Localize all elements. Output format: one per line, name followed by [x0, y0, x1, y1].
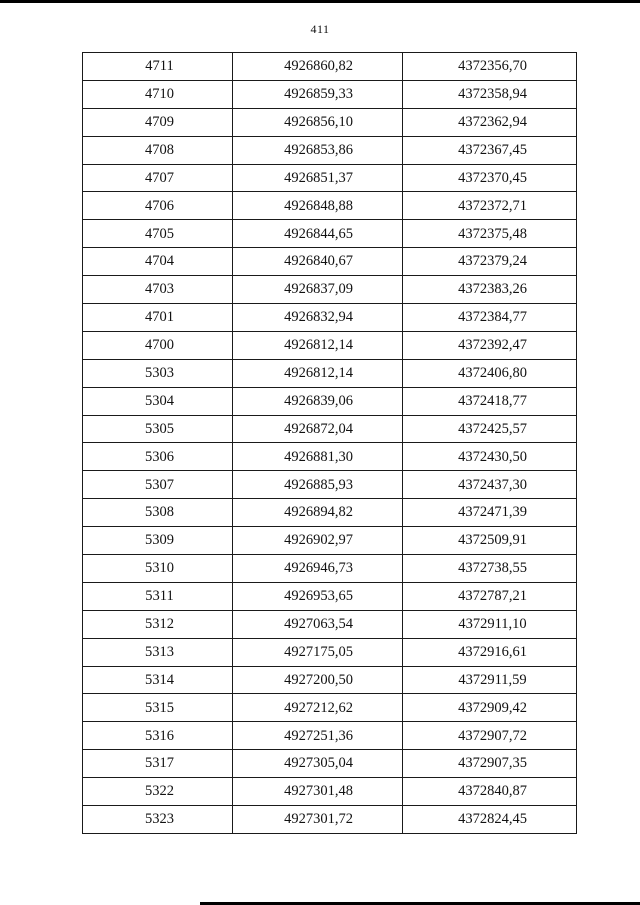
- point-number-cell: 5314: [83, 666, 233, 694]
- x-coordinate-cell: 4926848,88: [233, 192, 403, 220]
- table-row: [83, 304, 577, 332]
- point-number-cell: 4700: [83, 331, 233, 359]
- y-coordinate-cell: 4372787,21: [403, 582, 577, 610]
- x-coordinate-cell: 4926953,65: [233, 582, 403, 610]
- y-coordinate-cell: 4372430,50: [403, 443, 577, 471]
- table-row: [83, 806, 577, 834]
- page-number: 411: [310, 22, 330, 36]
- table-row: [83, 499, 577, 527]
- table-row: [83, 164, 577, 192]
- y-coordinate-cell: 4372358,94: [403, 80, 577, 108]
- x-coordinate-cell: 4926881,30: [233, 443, 403, 471]
- x-coordinate-cell: 4926812,14: [233, 359, 403, 387]
- x-coordinate-cell: 4927175,05: [233, 638, 403, 666]
- x-coordinate-cell: 4926860,82: [233, 53, 403, 81]
- point-number-cell: 5313: [83, 638, 233, 666]
- x-coordinate-cell: 4926872,04: [233, 415, 403, 443]
- point-number-cell: 5323: [83, 806, 233, 834]
- point-number-cell: 5304: [83, 387, 233, 415]
- point-number-cell: 4706: [83, 192, 233, 220]
- point-number-cell: 4705: [83, 220, 233, 248]
- y-coordinate-cell: 4372406,80: [403, 359, 577, 387]
- y-coordinate-cell: 4372392,47: [403, 331, 577, 359]
- table-row: [83, 610, 577, 638]
- point-number-cell: 5303: [83, 359, 233, 387]
- y-coordinate-cell: 4372425,57: [403, 415, 577, 443]
- y-coordinate-cell: 4372907,35: [403, 750, 577, 778]
- table-row: [83, 778, 577, 806]
- x-coordinate-cell: 4926844,65: [233, 220, 403, 248]
- x-coordinate-cell: 4926946,73: [233, 555, 403, 583]
- table-row: [83, 694, 577, 722]
- x-coordinate-cell: 4926812,14: [233, 331, 403, 359]
- table-row: [83, 471, 577, 499]
- table-row: [83, 722, 577, 750]
- table-row: [83, 443, 577, 471]
- coordinates-table-body: [83, 53, 577, 834]
- x-coordinate-cell: 4927212,62: [233, 694, 403, 722]
- point-number-cell: 4703: [83, 276, 233, 304]
- y-coordinate-cell: 4372379,24: [403, 248, 577, 276]
- x-coordinate-cell: 4926851,37: [233, 164, 403, 192]
- y-coordinate-cell: 4372738,55: [403, 555, 577, 583]
- point-number-cell: 5311: [83, 582, 233, 610]
- y-coordinate-cell: 4372367,45: [403, 136, 577, 164]
- y-coordinate-cell: 4372840,87: [403, 778, 577, 806]
- point-number-cell: 5305: [83, 415, 233, 443]
- point-number-cell: 5309: [83, 527, 233, 555]
- y-coordinate-cell: 4372911,10: [403, 610, 577, 638]
- scan-border-top: [0, 0, 640, 3]
- y-coordinate-cell: 4372362,94: [403, 108, 577, 136]
- point-number-cell: 5312: [83, 610, 233, 638]
- x-coordinate-cell: 4926894,82: [233, 499, 403, 527]
- point-number-cell: 5306: [83, 443, 233, 471]
- point-number-cell: 4711: [83, 53, 233, 81]
- table-row: [83, 415, 577, 443]
- x-coordinate-cell: 4927200,50: [233, 666, 403, 694]
- table-row: [83, 527, 577, 555]
- point-number-cell: 5316: [83, 722, 233, 750]
- table-row: [83, 331, 577, 359]
- table-row: [83, 666, 577, 694]
- x-coordinate-cell: 4926859,33: [233, 80, 403, 108]
- point-number-cell: 4704: [83, 248, 233, 276]
- y-coordinate-cell: 4372909,42: [403, 694, 577, 722]
- table-row: [83, 750, 577, 778]
- y-coordinate-cell: 4372471,39: [403, 499, 577, 527]
- y-coordinate-cell: 4372911,59: [403, 666, 577, 694]
- y-coordinate-cell: 4372418,77: [403, 387, 577, 415]
- table-row: [83, 582, 577, 610]
- table-row: [83, 387, 577, 415]
- x-coordinate-cell: 4926856,10: [233, 108, 403, 136]
- x-coordinate-cell: 4926840,67: [233, 248, 403, 276]
- table-row: [83, 192, 577, 220]
- point-number-cell: 4701: [83, 304, 233, 332]
- y-coordinate-cell: 4372356,70: [403, 53, 577, 81]
- x-coordinate-cell: 4926832,94: [233, 304, 403, 332]
- table-row: [83, 53, 577, 81]
- point-number-cell: 5315: [83, 694, 233, 722]
- point-number-cell: 5307: [83, 471, 233, 499]
- point-number-cell: 4709: [83, 108, 233, 136]
- table-row: [83, 555, 577, 583]
- x-coordinate-cell: 4926902,97: [233, 527, 403, 555]
- y-coordinate-cell: 4372372,71: [403, 192, 577, 220]
- y-coordinate-cell: 4372824,45: [403, 806, 577, 834]
- x-coordinate-cell: 4927301,48: [233, 778, 403, 806]
- table-row: [83, 220, 577, 248]
- table-row: [83, 136, 577, 164]
- point-number-cell: 5310: [83, 555, 233, 583]
- point-number-cell: 4707: [83, 164, 233, 192]
- y-coordinate-cell: 4372509,91: [403, 527, 577, 555]
- table-row: [83, 80, 577, 108]
- y-coordinate-cell: 4372437,30: [403, 471, 577, 499]
- point-number-cell: 5317: [83, 750, 233, 778]
- y-coordinate-cell: 4372916,61: [403, 638, 577, 666]
- x-coordinate-cell: 4926885,93: [233, 471, 403, 499]
- x-coordinate-cell: 4927251,36: [233, 722, 403, 750]
- x-coordinate-cell: 4926853,86: [233, 136, 403, 164]
- y-coordinate-cell: 4372383,26: [403, 276, 577, 304]
- y-coordinate-cell: 4372370,45: [403, 164, 577, 192]
- x-coordinate-cell: 4926839,06: [233, 387, 403, 415]
- coordinates-table: [82, 52, 577, 834]
- table-row: [83, 248, 577, 276]
- table-row: [83, 276, 577, 304]
- table-row: [83, 359, 577, 387]
- table-row: [83, 638, 577, 666]
- x-coordinate-cell: 4927305,04: [233, 750, 403, 778]
- y-coordinate-cell: 4372384,77: [403, 304, 577, 332]
- y-coordinate-cell: 4372375,48: [403, 220, 577, 248]
- point-number-cell: 5322: [83, 778, 233, 806]
- point-number-cell: 5308: [83, 499, 233, 527]
- table-row: [83, 108, 577, 136]
- point-number-cell: 4710: [83, 80, 233, 108]
- x-coordinate-cell: 4926837,09: [233, 276, 403, 304]
- y-coordinate-cell: 4372907,72: [403, 722, 577, 750]
- x-coordinate-cell: 4927063,54: [233, 610, 403, 638]
- x-coordinate-cell: 4927301,72: [233, 806, 403, 834]
- point-number-cell: 4708: [83, 136, 233, 164]
